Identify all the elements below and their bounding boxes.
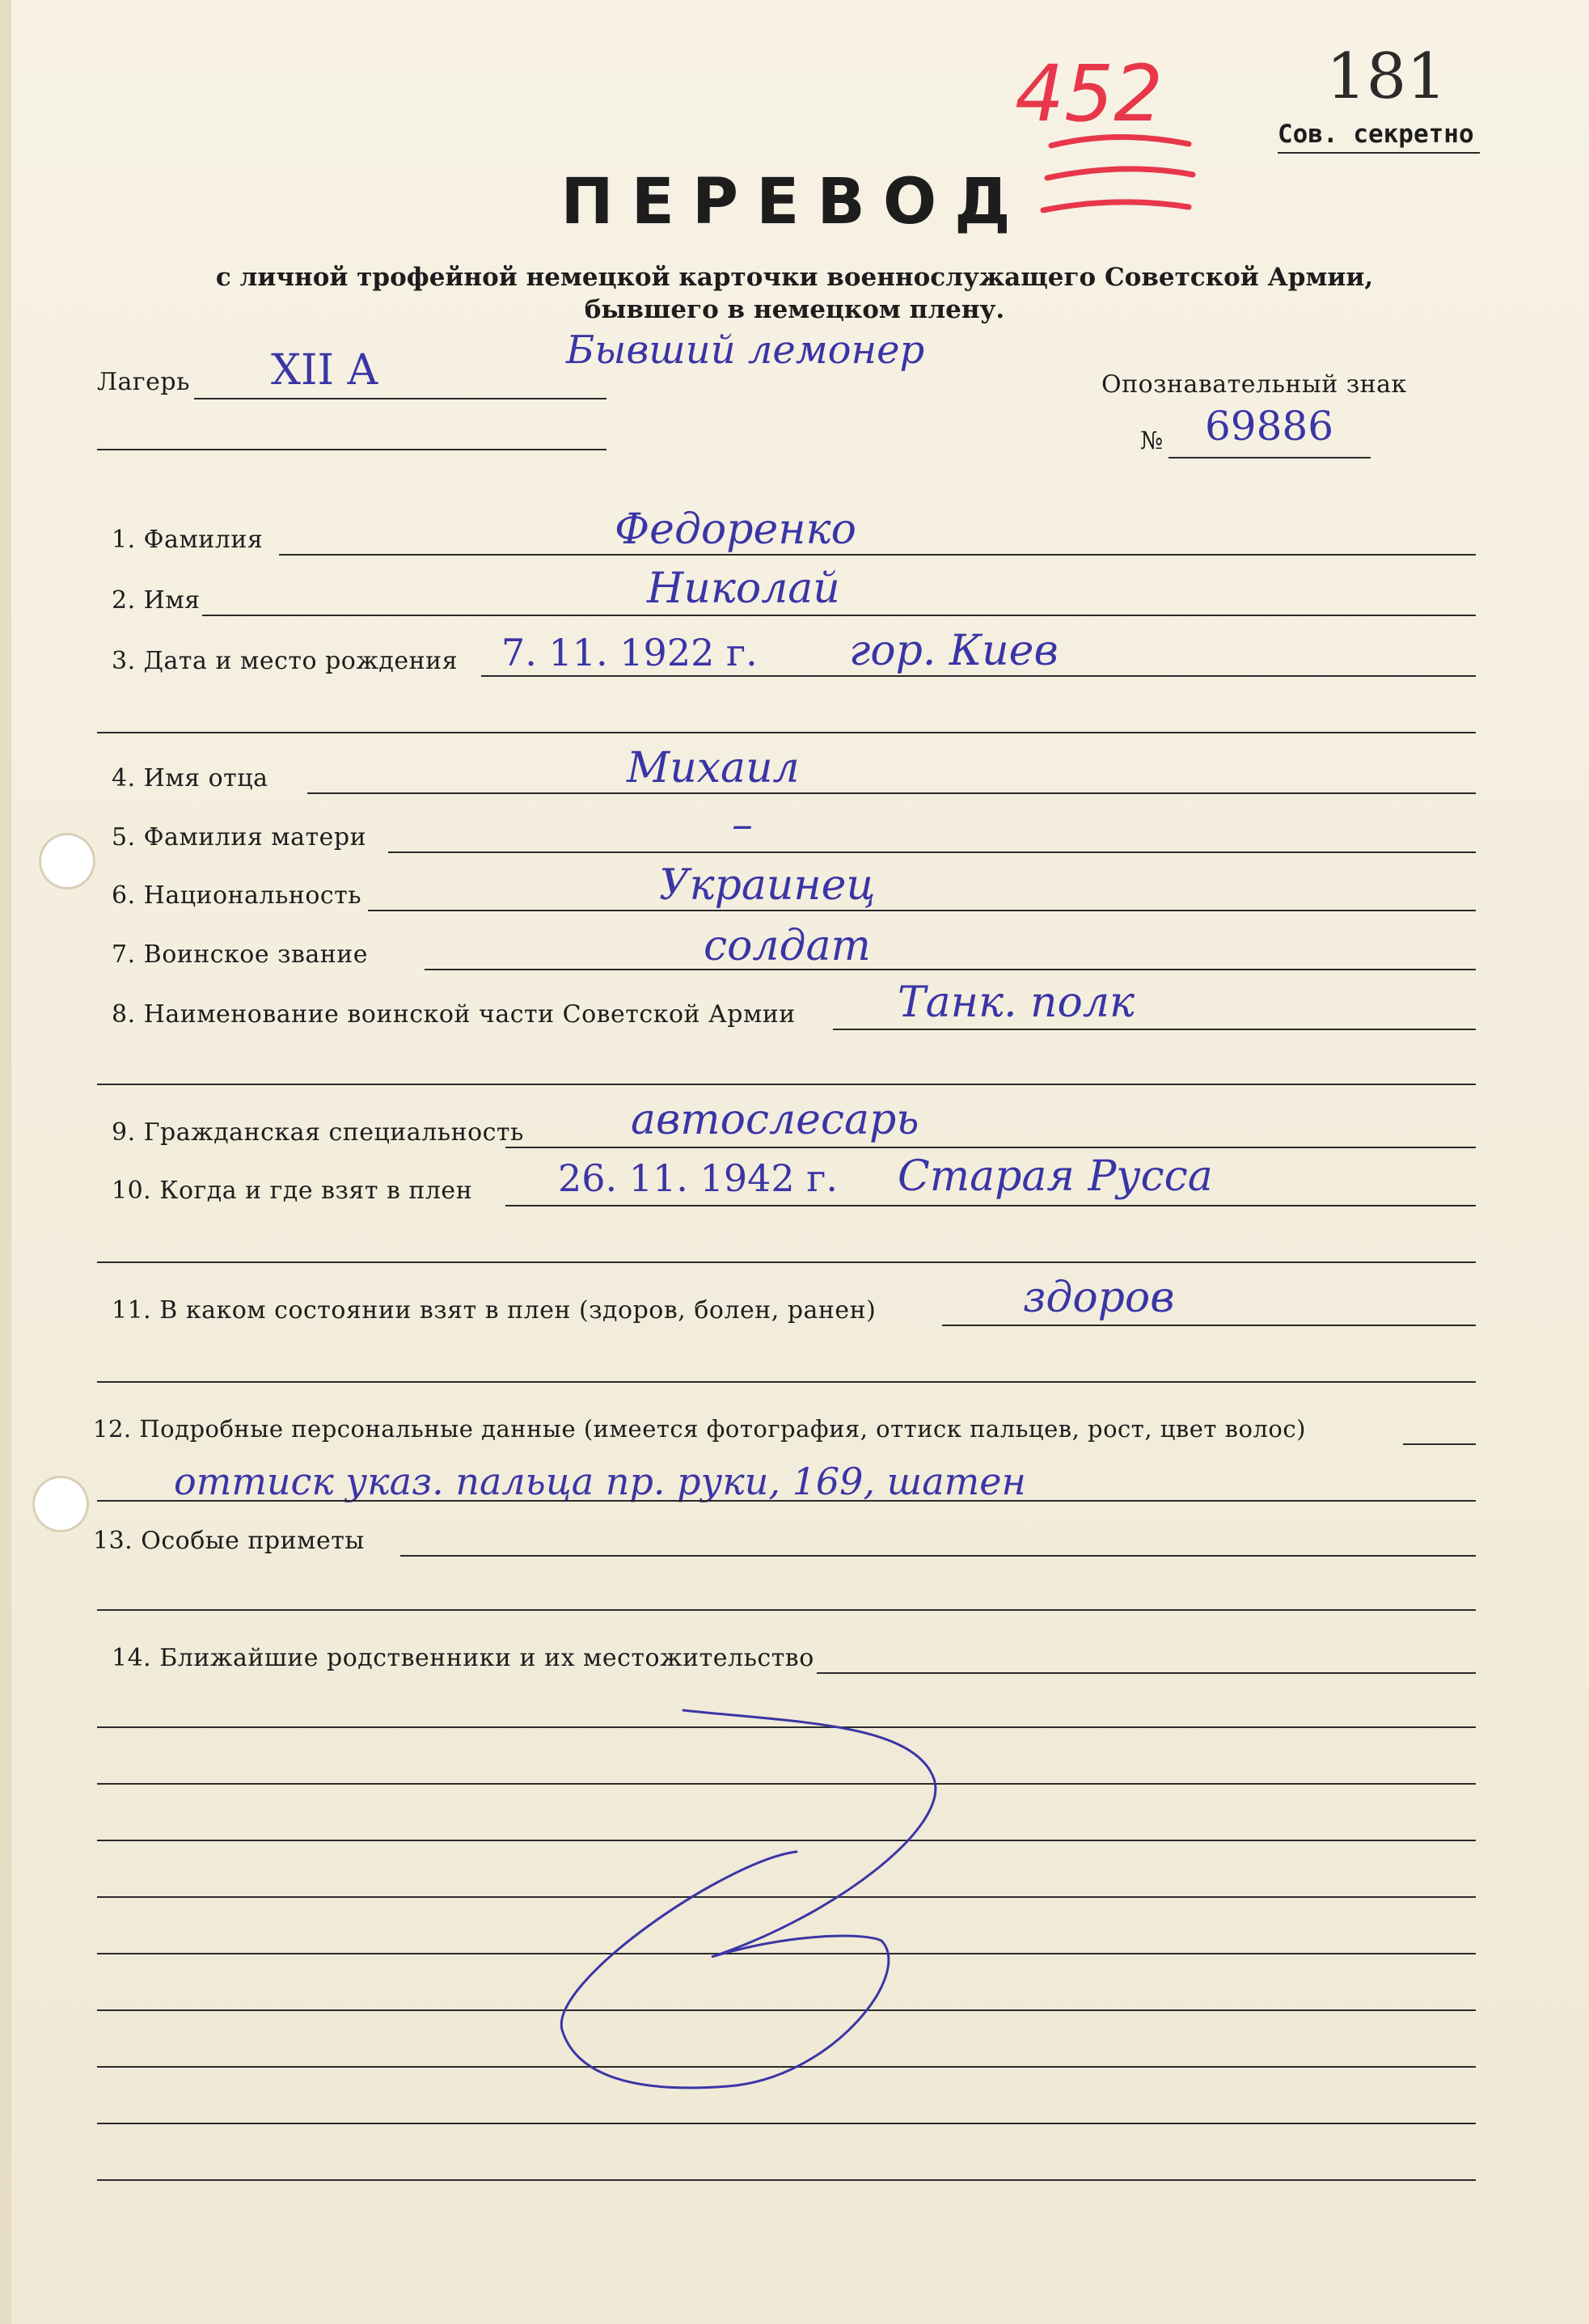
field-label: 4. Имя отца (112, 764, 268, 792)
field-value: Николай (647, 564, 840, 613)
page-title: ПЕРЕВОД (560, 166, 1029, 239)
field-label: 8. Наименование воинской части Советской Армии (112, 1000, 796, 1029)
field-label: 3. Дата и место рождения (112, 647, 459, 675)
field-value: Танк. полк (898, 978, 1135, 1027)
blank-line (97, 2179, 1476, 2181)
punch-hole (32, 1476, 89, 1532)
field-line (505, 1205, 1476, 1206)
classification-underline (1278, 152, 1480, 154)
field-line (279, 554, 1476, 556)
field-label: 5. Фамилия матери (112, 823, 367, 851)
field-line (833, 1029, 1476, 1030)
cancellation-stroke (526, 1690, 978, 2135)
field-line (505, 1147, 1476, 1148)
field-line (425, 969, 1476, 970)
field-value: здоров (1023, 1274, 1175, 1322)
number-label: № (1140, 427, 1164, 455)
camp-line-2 (97, 449, 606, 450)
id-number: 69886 (1205, 403, 1334, 450)
field-line (481, 675, 1476, 677)
punch-hole (39, 833, 95, 889)
camp-note: Бывший лемонер (566, 327, 925, 373)
field-value: автослесарь (631, 1096, 919, 1144)
field-line (97, 1500, 1476, 1502)
field-line (400, 1555, 1476, 1557)
field-label: 2. Имя (112, 586, 201, 615)
field-value: солдат (704, 922, 871, 970)
field-line (1403, 1443, 1476, 1445)
red-pencil-number: 452 (1015, 49, 1164, 139)
field-line (97, 1261, 1476, 1263)
field-label: 14. Ближайшие родственники и их местожительство (112, 1644, 814, 1672)
subtitle-line-1: с личной трофейной немецкой карточки военнослужащего Советской Армии, (215, 263, 1374, 292)
field-label: 9. Гражданская специальность (112, 1118, 524, 1147)
paper-edge (0, 0, 11, 2324)
id-label: Опознавательный знак (1101, 370, 1407, 399)
field-label: 1. Фамилия (112, 526, 264, 554)
field-line (388, 851, 1476, 853)
archive-number: 181 (1326, 40, 1447, 113)
camp-value: XII A (271, 346, 378, 395)
field-value: Михаил (627, 744, 800, 792)
field-line (97, 1084, 1476, 1085)
number-line (1169, 457, 1371, 458)
field-value-place: гор. Киев (849, 627, 1059, 675)
field-line (97, 1609, 1476, 1611)
camp-line (194, 398, 606, 399)
field-value: 7. 11. 1922 г. (501, 631, 758, 674)
classification-stamp: Сов. секретно (1278, 120, 1474, 149)
field-label: 10. Когда и где взят в плен (112, 1177, 473, 1205)
field-line (97, 732, 1476, 733)
field-value: оттиск указ. пальца пр. руки, 169, шатен (174, 1460, 1026, 1503)
field-value: 26. 11. 1942 г. (558, 1156, 838, 1200)
field-line (368, 910, 1476, 911)
field-label: 12. Подробные персональные данные (имеется фотография, оттиск пальцев, рост, цвет волос) (93, 1415, 1306, 1443)
field-value: Федоренко (615, 505, 856, 554)
field-value: – (732, 801, 753, 849)
field-value-place: Старая Русса (898, 1152, 1213, 1201)
field-value: Украинец (659, 861, 876, 910)
field-line (97, 1381, 1476, 1383)
field-line (307, 792, 1476, 794)
field-line (942, 1325, 1476, 1326)
field-line (202, 615, 1476, 616)
field-label: 7. Воинское звание (112, 940, 369, 969)
field-label: 6. Национальность (112, 881, 362, 910)
field-label: 13. Особые приметы (93, 1527, 365, 1555)
field-line (817, 1672, 1476, 1674)
subtitle-line-2: бывшего в немецком плену. (584, 295, 1005, 324)
camp-label: Лагерь (97, 368, 190, 396)
field-label: 11. В каком состоянии взят в плен (здоров, болен, ранен) (112, 1296, 877, 1325)
